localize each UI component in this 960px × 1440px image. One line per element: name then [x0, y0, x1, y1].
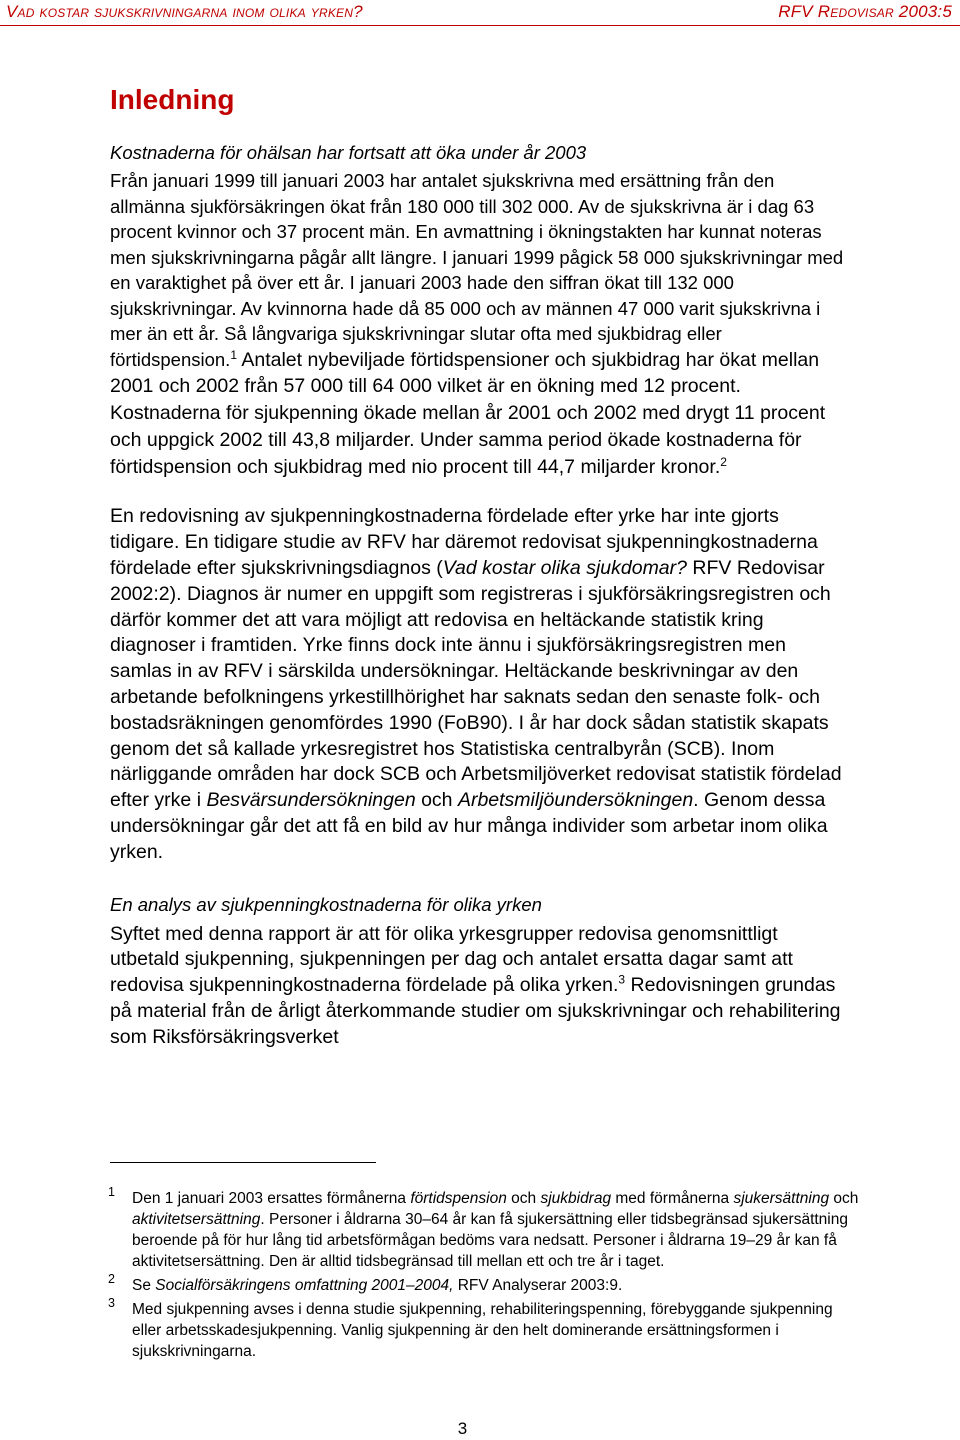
survey-name: Arbetsmiljöundersökningen: [457, 789, 694, 812]
paragraph-text: och: [415, 789, 458, 812]
paragraph-text: Från januari 1999 till januari 2003 har antalet sjukskrivna med ersättning från den allmänna sjukförsäkringen ökat från 180 000 till 302 000. Av de sjukskrivna är i dag 63 procent kvinnor och 37 procent män. En avmattning i ökningstakten har kunnat noteras men sjukskrivningarna pågår allt längre. I januari 1999 pågick 58 000 sjukskrivningar med en varaktighet på över ett år. I januari 2003 hade den siffran ökat till 132 000 sjukskrivningar. Av kvinnorna hade då 85 000 och av männen 47 000 varit sjukskrivna i mer än ett år. Så långvariga sjukskrivningar slutar ofta med sjukbidrag eller förtidspension.: [110, 170, 844, 370]
benefit-term: förtidspension: [410, 1190, 507, 1207]
footnote-text: Med sjukpenning avses i denna studie sjukpenning, rehabiliteringspenning, förebyggande sjukpenning eller arbetsskadesjukpenning. Vanlig sjukpenning är den helt dominerande ersättningsformen i sjukskrivningarna.: [132, 1301, 833, 1360]
paragraph-text: En redovisning av sjukpenningkostnaderna fördelade efter yrke har inte gjorts tidigare. En tidigare studie av RFV har däremot redovisat sjukpenningkostnaderna fördelade efter sjukskrivningsdiagnos (: [110, 505, 818, 580]
footnote-text: med förmånerna: [611, 1190, 734, 1207]
footnote-2: [100, 1272, 860, 1296]
survey-name: Besvärsundersökningen: [206, 789, 416, 812]
footnote-text: och: [506, 1190, 541, 1207]
running-header-title: Vad kostar sjukskrivningarna inom olika yrken?: [6, 2, 363, 21]
paragraph-report-purpose: [110, 922, 845, 1051]
paragraph-spacer: [110, 480, 845, 504]
footnote-text: . Personer i åldrarna 30–64 år kan få sjukersättning eller tidsbegränsad sjukersättning beroende på för hur lång tid arbetsförmågan bedöms vara nedsatt. Personer i åldrarna 19–29 år kan få aktivitetsersättning. Den är alltid tidsbegränsad till mellan ett och tre år i taget.: [132, 1211, 848, 1270]
footnote-number: 3: [108, 1296, 115, 1310]
header-divider: [0, 25, 960, 26]
footnote-text: RFV Analyserar 2003:9.: [453, 1277, 623, 1294]
paragraph-sick-leave-statistics: [110, 168, 845, 480]
footnote-text: Den 1 januari 2003 ersattes förmånerna: [132, 1190, 411, 1207]
page-title: Inledning: [110, 84, 235, 115]
paragraph-occupational-reporting: [110, 504, 845, 865]
footnote-number: 2: [108, 1272, 115, 1286]
section-heading-costs: Kostnaderna för ohälsan har fortsatt att öka under år 2003: [110, 142, 587, 163]
paragraph-text: Redovisningen grundas på material från de årligt återkommande studier om sjukskrivningar och rehabilitering som Riksförsäkringsverket: [110, 974, 841, 1048]
benefit-term: sjukersättning: [733, 1190, 830, 1207]
paragraph-text: Syftet med denna rapport är att för olika yrkesgrupper redovisa genomsnittligt utbetald sjukpenning, sjukpenningen per dag och antalet ersatta dagar samt att redovisa sjukpenningkostnaderna fördelade på olika yrken.: [110, 922, 793, 997]
footnote-1: [100, 1185, 860, 1272]
footnote-number: 1: [108, 1185, 115, 1199]
main-content: [110, 78, 845, 1051]
footnote-reference-1[interactable]: 1: [230, 347, 238, 362]
footnote-divider: [110, 1162, 376, 1163]
section-heading-analysis: En analys av sjukpenningkostnaderna för olika yrken: [110, 893, 542, 915]
footnote-3: [100, 1296, 860, 1362]
publication-title: Socialförsäkringens omfattning 2001–2004,: [155, 1277, 454, 1294]
benefit-term: aktivitetsersättning: [132, 1211, 261, 1228]
running-header-series: RFV Redovisar 2003:5: [778, 2, 952, 21]
paragraph-text: Antalet nybeviljade förtidspensioner och sjukbidrag har ökat mellan 2001 och 2002 från 57 000 till 64 000 vilket är en ökning med 12 procent. Kostnaderna för sjukpenning ökade mellan år 2001 och 2002 med drygt 11 procent och uppgick 2002 till 43,8 miljarder. Under samma period ökade kostnaderna för förtidspension och sjukbidrag med nio procent till 44,7 miljarder kronor.: [110, 348, 826, 478]
footnote-text: Se: [132, 1277, 156, 1294]
page-number: 3: [457, 1419, 468, 1438]
benefit-term: sjukbidrag: [540, 1190, 612, 1207]
paragraph-text: RFV Redovisar 2002:2). Diagnos är numer en uppgift som registreras i sjukförsäkringsregistren och därför kommer det att vara möjligt att redovisa en heltäckande statistik kring diagnoser i framtiden. Yrke finns dock inte ännu i sjukförsäkringsregistren men samlas in av RFV i särskilda undersökningar. Heltäckande beskrivningar av den arbetande befolkningens yrkestillhörighet har saknats sedan den senaste folk- och bostadsräkningen genomfördes 1990 (FoB90). I år har dock sådan statistik skapats genom det så kallade yrkesregistret hos Statistiska centralbyrån (SCB). Inom närliggande områden har dock SCB och Arbetsmiljöverket redovisat statistik fördelad efter yrke i: [110, 557, 842, 812]
footnote-reference-2[interactable]: 2: [720, 454, 727, 469]
paragraph-text: . Genom dessa undersökningar går det att få en bild av hur många individer som arbetar inom olika yrken.: [110, 789, 828, 863]
footnote-reference-3[interactable]: 3: [618, 972, 626, 987]
footnote-text: och: [829, 1190, 859, 1207]
publication-title: Vad kostar olika sjukdomar?: [442, 557, 687, 580]
footnotes: [100, 1185, 860, 1365]
